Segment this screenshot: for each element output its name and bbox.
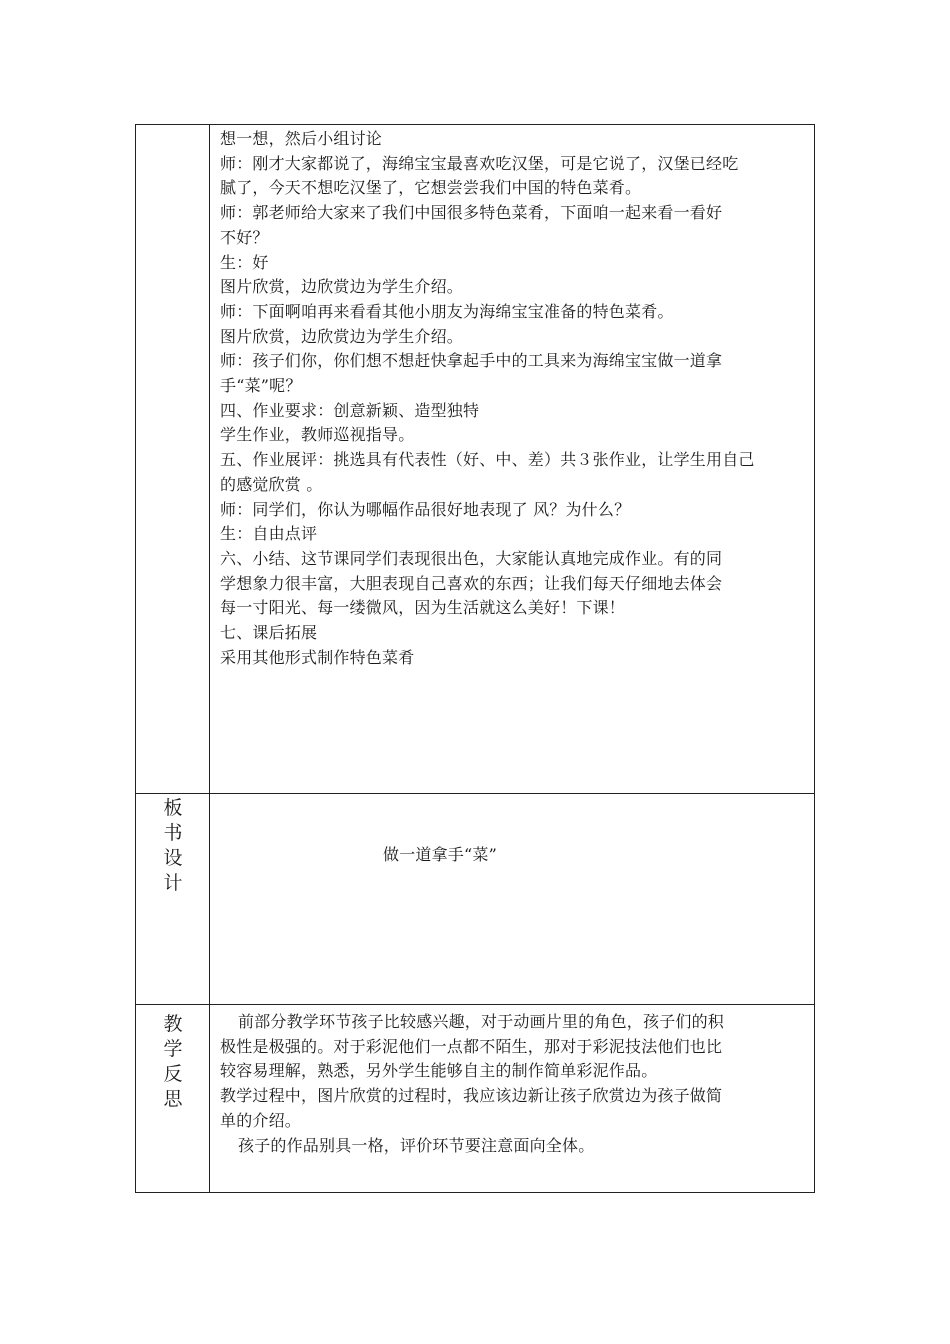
board-design-label	[136, 796, 210, 896]
process-line: 想一想，然后小组讨论	[220, 129, 383, 148]
process-line: 师：刚才大家都说了，海绵宝宝最喜欢吃汉堡，可是它说了，汉堡已经吃	[220, 153, 739, 173]
label-char: 思	[163, 1088, 183, 1110]
process-line: 图片欣赏，边欣赏边为学生介绍。	[220, 326, 464, 346]
board-title: 做一道拿手“菜”	[383, 845, 497, 864]
process-line: 四、作业要求：创意新颖、造型独特	[220, 400, 480, 420]
process-line: 的感觉欣赏 。	[220, 474, 323, 494]
reflection-line: 孩子的作品别具一格，评价环节要注意面向全体。	[238, 1135, 595, 1155]
label-char: 计	[163, 872, 183, 894]
label-char: 板	[163, 797, 183, 819]
process-line: 腻了，今天不想吃汉堡了，它想尝尝我们中国的特色菜肴。	[220, 178, 642, 198]
teaching-reflection-row	[136, 1005, 814, 1193]
teaching-process-label-cell	[136, 125, 210, 793]
process-line: 图片欣赏，边欣赏边为学生介绍。	[220, 277, 464, 297]
process-line: 生：自由点评	[220, 524, 318, 544]
reflection-line: 教学过程中，图片欣赏的过程时，我应该边新让孩子欣赏边为孩子做简	[220, 1086, 723, 1106]
process-line: 采用其他形式制作特色菜肴	[220, 647, 415, 667]
reflection-line: 较容易理解，熟悉，另外学生能够自主的制作简单彩泥作品。	[220, 1061, 658, 1081]
process-line: 师：孩子们你，你们想不想赶快拿起手中的工具来为海绵宝宝做一道拿	[220, 351, 723, 371]
label-char: 教	[163, 1013, 183, 1035]
label-char: 反	[163, 1063, 183, 1085]
teaching-process-row	[136, 125, 814, 794]
teaching-process-content	[210, 125, 814, 793]
board-design-content	[210, 794, 814, 1004]
label-char: 学	[163, 1038, 183, 1060]
process-line: 五、作业展评：挑选具有代表性（好、中、差）共３张作业，让学生用自己	[220, 450, 755, 470]
reflection-line: 前部分教学环节孩子比较感兴趣，对于动画片里的角色，孩子们的积	[238, 1012, 725, 1031]
teaching-reflection-content	[210, 1005, 814, 1193]
reflection-line: 极性是极强的。对于彩泥他们一点都不陌生，那对于彩泥技法他们也比	[220, 1036, 723, 1056]
label-char: 书	[163, 822, 183, 844]
process-line: 师：同学们，你认为哪幅作品很好地表现了 风？为什么？	[220, 499, 631, 519]
board-design-label-cell	[136, 794, 210, 1004]
process-line: 师：郭老师给大家来了我们中国很多特色菜肴，下面咱一起来看一看好	[220, 203, 723, 223]
label-char: 设	[163, 847, 183, 869]
process-line: 每一寸阳光、每一缕微风，因为生活就这么美好！下课！	[220, 598, 626, 618]
teaching-reflection-label-cell	[136, 1005, 210, 1193]
process-line: 七、课后拓展	[220, 623, 318, 643]
process-line: 六、小结、这节课同学们表现很出色，大家能认真地完成作业。有的同	[220, 548, 723, 568]
process-line: 手“菜”呢？	[220, 376, 302, 396]
process-line: 不好？	[220, 227, 269, 247]
process-line: 师：下面啊咱再来看看其他小朋友为海绵宝宝准备的特色菜肴。	[220, 301, 674, 321]
teaching-reflection-label	[136, 1012, 210, 1112]
process-line: 学生作业，教师巡视指导。	[220, 425, 415, 445]
process-line: 学想象力很丰富，大胆表现自己喜欢的东西；让我们每天仔细地去体会	[220, 573, 723, 593]
process-line: 生：好	[220, 252, 269, 272]
reflection-line: 单的介绍。	[220, 1110, 302, 1130]
board-design-row	[136, 794, 814, 1005]
lesson-plan-table	[135, 124, 815, 1193]
